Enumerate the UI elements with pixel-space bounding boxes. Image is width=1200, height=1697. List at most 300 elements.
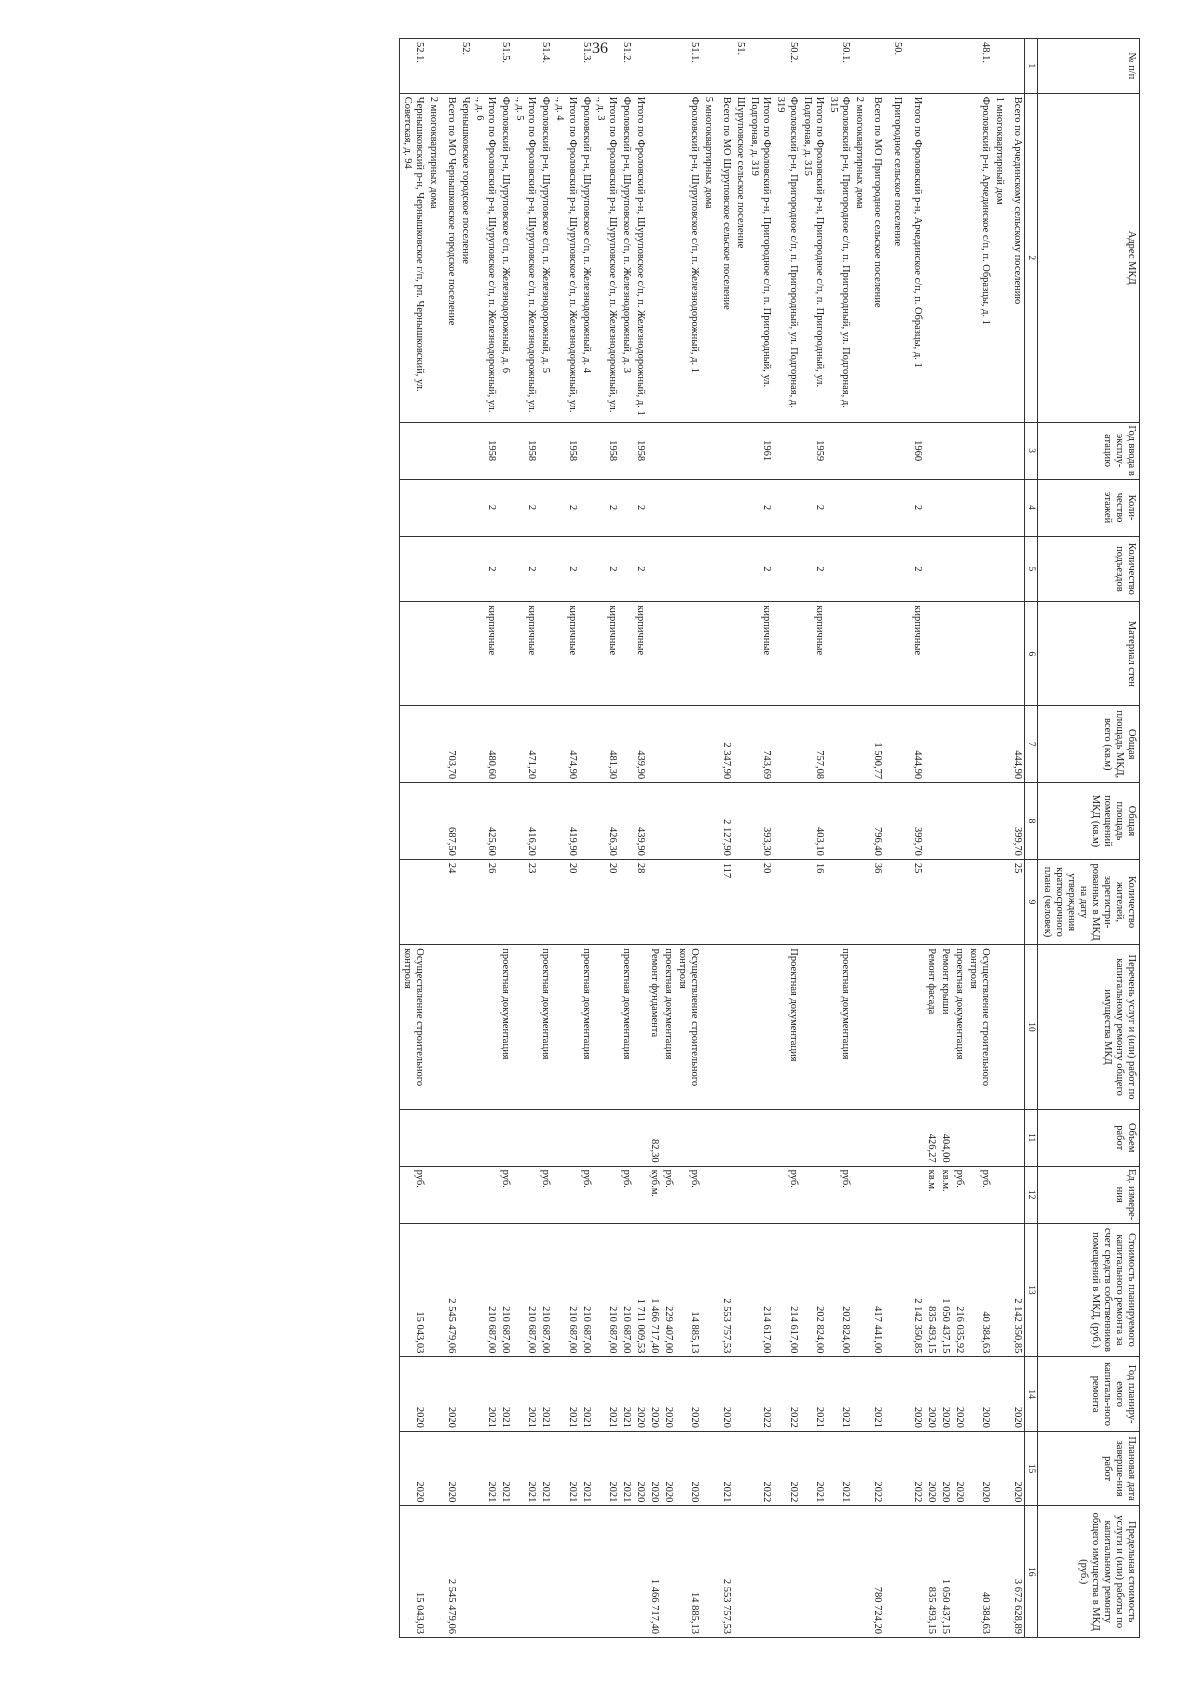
table-cell bbox=[675, 422, 701, 479]
table-cell: Чернышковский р-н, Чернышковское г/п, рп. Чернышковский, ул. Советская, д. 94 bbox=[399, 93, 426, 422]
table-cell bbox=[992, 422, 1010, 479]
table-cell bbox=[852, 1223, 870, 1357]
table-cell bbox=[992, 479, 1010, 536]
table-cell: 1958 bbox=[552, 422, 578, 479]
table-cell: 2021 bbox=[593, 1431, 619, 1506]
table-cell bbox=[938, 602, 952, 706]
table-cell bbox=[1010, 1166, 1025, 1223]
table-cell bbox=[538, 602, 552, 706]
table-cell bbox=[498, 783, 512, 860]
table-cell bbox=[890, 1109, 910, 1166]
table-cell: 2020 bbox=[633, 1431, 647, 1506]
table-cell bbox=[661, 602, 675, 706]
table-cell bbox=[675, 783, 701, 860]
table-cell bbox=[890, 602, 910, 706]
column-number: 7 bbox=[1025, 706, 1038, 783]
table-cell bbox=[675, 602, 701, 706]
table-cell: 2021 bbox=[579, 1431, 593, 1506]
table-cell: 1958 bbox=[472, 422, 498, 479]
table-cell bbox=[773, 479, 799, 536]
table-cell bbox=[593, 1109, 619, 1166]
table-cell bbox=[633, 1506, 647, 1638]
table-cell bbox=[579, 706, 593, 783]
table-cell: 5 многоквартирных дома bbox=[701, 93, 719, 422]
table-cell bbox=[444, 479, 458, 536]
table-cell bbox=[619, 783, 633, 860]
table-cell bbox=[733, 1166, 747, 1223]
table-cell bbox=[472, 39, 498, 94]
table-cell bbox=[512, 1506, 538, 1638]
table-cell: 2 bbox=[512, 479, 538, 536]
table-cell bbox=[992, 39, 1010, 94]
table-cell: 214 617,00 bbox=[773, 1223, 799, 1357]
table-cell: кирпичные bbox=[512, 602, 538, 706]
table-cell bbox=[458, 479, 472, 536]
table-cell bbox=[870, 39, 890, 94]
table-cell: 2021 bbox=[800, 1431, 826, 1506]
table-cell bbox=[661, 422, 675, 479]
table-cell: проектная документация bbox=[952, 945, 966, 1109]
table-cell bbox=[661, 859, 675, 944]
table-cell: 2020 bbox=[952, 1431, 966, 1506]
table-cell bbox=[952, 1109, 966, 1166]
table-cell: руб. bbox=[579, 1166, 593, 1223]
table-cell bbox=[444, 1109, 458, 1166]
table-cell bbox=[1010, 479, 1025, 536]
table-cell: 2 bbox=[472, 536, 498, 602]
table-cell bbox=[426, 1109, 444, 1166]
table-cell: куб.м. bbox=[647, 1166, 661, 1223]
table-cell: 419,90 bbox=[552, 783, 578, 860]
table-cell bbox=[719, 422, 733, 479]
table-cell: 2021 bbox=[593, 1357, 619, 1432]
column-header: Адрес МКД bbox=[1038, 93, 1140, 422]
table-cell: 2021 bbox=[498, 1431, 512, 1506]
table-cell bbox=[966, 422, 992, 479]
table-cell bbox=[661, 479, 675, 536]
table-cell bbox=[773, 602, 799, 706]
table-cell bbox=[910, 1109, 924, 1166]
table-cell: 2020 bbox=[924, 1431, 938, 1506]
table-cell: Фроловский р-н, Пригородное с/п, п. Пригородный, ул. Подгорная, д. 319 bbox=[773, 93, 799, 422]
table-cell: руб. bbox=[538, 1166, 552, 1223]
table-cell bbox=[538, 783, 552, 860]
table-cell: проектная документация bbox=[579, 945, 593, 1109]
column-header: Плановая дата заверше-ния работ bbox=[1038, 1431, 1140, 1506]
table-cell bbox=[458, 1357, 472, 1432]
table-cell: кирпичные bbox=[910, 602, 924, 706]
table-cell bbox=[701, 1431, 719, 1506]
table-cell bbox=[701, 1109, 719, 1166]
table-cell bbox=[444, 536, 458, 602]
table-cell bbox=[399, 706, 426, 783]
table-cell bbox=[444, 602, 458, 706]
column-header: Год планиру-емого капиталь-ного ремонта bbox=[1038, 1357, 1140, 1432]
table-cell bbox=[852, 1109, 870, 1166]
table-cell: 16 bbox=[800, 859, 826, 944]
table-cell: Осуществление строительного контроля bbox=[966, 945, 992, 1109]
table-cell bbox=[619, 1109, 633, 1166]
table-cell: руб. bbox=[675, 1166, 701, 1223]
table-cell bbox=[399, 479, 426, 536]
table-cell bbox=[444, 422, 458, 479]
table-cell bbox=[498, 536, 512, 602]
table-cell: 2 545 479,06 bbox=[444, 1223, 458, 1357]
table-cell bbox=[458, 1109, 472, 1166]
table-cell bbox=[399, 1109, 426, 1166]
table-cell: 2021 bbox=[538, 1431, 552, 1506]
table-cell bbox=[472, 1166, 498, 1223]
table-cell: 23 bbox=[512, 859, 538, 944]
table-row bbox=[952, 39, 966, 1638]
table-cell bbox=[1010, 1109, 1025, 1166]
table-cell: Чернышковское городское поселение bbox=[458, 93, 472, 422]
table-row bbox=[701, 39, 719, 1638]
column-header: Материал стен bbox=[1038, 602, 1140, 706]
table-row bbox=[472, 39, 498, 1638]
table-cell: 51.4. bbox=[538, 39, 552, 94]
table-cell bbox=[399, 859, 426, 944]
table-cell: Фроловский р-н, Шуруповское с/п, п. Железнодорожный, д. 5 bbox=[538, 93, 552, 422]
table-cell: 439,90 bbox=[633, 783, 647, 860]
table-cell bbox=[426, 536, 444, 602]
table-cell bbox=[733, 1109, 747, 1166]
table-cell bbox=[647, 602, 661, 706]
table-cell: 2020 bbox=[444, 1431, 458, 1506]
table-cell bbox=[458, 945, 472, 1109]
table-cell bbox=[538, 536, 552, 602]
table-row bbox=[593, 39, 619, 1638]
table-cell: Фроловский р-н, Арчединское с/п, п. Образцы, д. 1 bbox=[966, 93, 992, 422]
table-cell bbox=[747, 1506, 773, 1638]
table-cell bbox=[800, 1109, 826, 1166]
table-cell bbox=[426, 39, 444, 94]
table-cell: 2021 bbox=[498, 1357, 512, 1432]
table-cell bbox=[938, 859, 952, 944]
table-cell: 2020 bbox=[924, 1357, 938, 1432]
table-cell bbox=[458, 602, 472, 706]
table-cell: 2020 bbox=[675, 1431, 701, 1506]
table-cell bbox=[826, 422, 852, 479]
table-cell: 28 bbox=[633, 859, 647, 944]
table-cell: Итого по Фроловский р-н, Пригородное с/п, п. Пригородный, ул. Подгорная, д. 315 bbox=[800, 93, 826, 422]
table-cell: 2020 bbox=[661, 1431, 675, 1506]
table-cell bbox=[870, 1109, 890, 1166]
table-row bbox=[733, 39, 747, 1638]
table-cell: 471,20 bbox=[512, 706, 538, 783]
table-cell bbox=[538, 479, 552, 536]
table-cell: 40 384,63 bbox=[966, 1506, 992, 1638]
table-cell bbox=[661, 536, 675, 602]
table-row bbox=[444, 39, 458, 1638]
table-cell: 52.1. bbox=[399, 39, 426, 94]
table-cell bbox=[579, 536, 593, 602]
table-cell bbox=[647, 706, 661, 783]
table-cell bbox=[826, 783, 852, 860]
table-cell bbox=[647, 783, 661, 860]
table-cell: руб. bbox=[661, 1166, 675, 1223]
table-cell: 2 bbox=[593, 479, 619, 536]
table-cell: 2 347,90 bbox=[719, 706, 733, 783]
table-cell: 757,08 bbox=[800, 706, 826, 783]
table-cell bbox=[992, 536, 1010, 602]
table-row bbox=[399, 39, 426, 1638]
table-cell: 796,40 bbox=[870, 783, 890, 860]
table-cell: 2 bbox=[747, 536, 773, 602]
table-cell: 2021 bbox=[619, 1431, 633, 1506]
table-cell: 2022 bbox=[910, 1431, 924, 1506]
table-cell bbox=[512, 945, 538, 1109]
table-cell bbox=[952, 93, 966, 422]
table-cell bbox=[458, 859, 472, 944]
table-cell: 2 bbox=[910, 479, 924, 536]
table-row bbox=[458, 39, 472, 1638]
table-cell bbox=[552, 1166, 578, 1223]
table-cell: Всего по Арчединскому сельскому поселению bbox=[1010, 93, 1025, 422]
table-cell: 210 687,00 bbox=[619, 1223, 633, 1357]
table-cell bbox=[661, 1506, 675, 1638]
table-cell bbox=[870, 945, 890, 1109]
table-row bbox=[619, 39, 633, 1638]
table-cell bbox=[701, 1166, 719, 1223]
table-cell: руб. bbox=[399, 1166, 426, 1223]
table-cell: 2021 bbox=[512, 1431, 538, 1506]
table-cell bbox=[852, 783, 870, 860]
table-cell: 2022 bbox=[773, 1357, 799, 1432]
table-cell: 2020 bbox=[661, 1357, 675, 1432]
table-cell bbox=[426, 1431, 444, 1506]
table-cell bbox=[938, 93, 952, 422]
table-cell: 2022 bbox=[747, 1357, 773, 1432]
table-cell: руб. bbox=[773, 1166, 799, 1223]
table-row bbox=[1010, 39, 1025, 1638]
column-header: Год ввода в эксплу-атацию bbox=[1038, 422, 1140, 479]
table-cell bbox=[733, 536, 747, 602]
table-cell: 52. bbox=[458, 39, 472, 94]
table-cell bbox=[675, 859, 701, 944]
table-cell bbox=[852, 706, 870, 783]
table-cell: 2021 bbox=[826, 1357, 852, 1432]
table-cell: 48.1. bbox=[966, 39, 992, 94]
table-cell bbox=[719, 602, 733, 706]
table-cell: Фроловский р-н, Пригородное с/п, п. Пригородный, ул. Подгорная, д. 315 bbox=[826, 93, 852, 422]
table-cell: 1 466 717,40 bbox=[647, 1506, 661, 1638]
table-cell: 2020 bbox=[647, 1357, 661, 1432]
table-cell: 2 545 479,06 bbox=[444, 1506, 458, 1638]
table-cell bbox=[1010, 945, 1025, 1109]
table-cell bbox=[661, 93, 675, 422]
table-cell: 1 050 437,15 bbox=[938, 1223, 952, 1357]
table-cell bbox=[593, 1166, 619, 1223]
table-cell bbox=[579, 479, 593, 536]
table-cell: 2 bbox=[472, 479, 498, 536]
table-cell bbox=[852, 1506, 870, 1638]
table-cell bbox=[426, 479, 444, 536]
table-cell bbox=[800, 945, 826, 1109]
table-cell: Всего по МО Чернышковское городское поселение bbox=[444, 93, 458, 422]
table-cell: руб. bbox=[619, 1166, 633, 1223]
table-cell: 404,00 bbox=[938, 1109, 952, 1166]
table-cell bbox=[938, 479, 952, 536]
table-cell: 2020 bbox=[719, 1357, 733, 1432]
table-cell: 36 bbox=[870, 859, 890, 944]
table-cell: проектная документация bbox=[498, 945, 512, 1109]
table-cell bbox=[675, 479, 701, 536]
table-cell: 26 bbox=[472, 859, 498, 944]
table-cell: 1959 bbox=[800, 422, 826, 479]
table-row bbox=[498, 39, 512, 1638]
table-cell: 210 687,00 bbox=[472, 1223, 498, 1357]
table-cell bbox=[938, 39, 952, 94]
table-cell: 1961 bbox=[747, 422, 773, 479]
table-cell bbox=[852, 422, 870, 479]
table-cell bbox=[952, 783, 966, 860]
table-cell bbox=[399, 602, 426, 706]
table-cell: 2 многоквартирных дома bbox=[852, 93, 870, 422]
table-cell bbox=[399, 536, 426, 602]
table-cell bbox=[938, 536, 952, 602]
capital-repair-table bbox=[399, 38, 1140, 1638]
table-cell: 20 bbox=[593, 859, 619, 944]
table-cell: 2020 bbox=[444, 1357, 458, 1432]
table-cell bbox=[870, 536, 890, 602]
table-cell bbox=[890, 1166, 910, 1223]
table-cell: 425,60 bbox=[472, 783, 498, 860]
table-cell bbox=[619, 706, 633, 783]
table-cell bbox=[773, 1109, 799, 1166]
table-cell bbox=[444, 39, 458, 94]
table-row bbox=[800, 39, 826, 1638]
rotated-table-container bbox=[60, 38, 1140, 1638]
table-cell bbox=[890, 945, 910, 1109]
table-cell: 202 824,00 bbox=[800, 1223, 826, 1357]
table-cell: 2 142 350,85 bbox=[1010, 1223, 1025, 1357]
table-cell bbox=[701, 602, 719, 706]
table-cell bbox=[826, 706, 852, 783]
table-cell bbox=[992, 706, 1010, 783]
table-row bbox=[538, 39, 552, 1638]
table-cell bbox=[938, 783, 952, 860]
table-cell: Всего по МО Пригородное сельское поселение bbox=[870, 93, 890, 422]
table-cell bbox=[498, 479, 512, 536]
table-cell: 2021 bbox=[800, 1357, 826, 1432]
table-cell bbox=[579, 602, 593, 706]
table-row bbox=[924, 39, 938, 1638]
column-header: Общая площадь помещений МКД (кв.м) bbox=[1038, 783, 1140, 860]
table-cell bbox=[552, 1506, 578, 1638]
column-number: 3 bbox=[1025, 422, 1038, 479]
table-cell bbox=[633, 1166, 647, 1223]
table-cell bbox=[733, 706, 747, 783]
table-cell bbox=[426, 422, 444, 479]
table-cell: 2021 bbox=[472, 1357, 498, 1432]
table-cell bbox=[966, 706, 992, 783]
table-cell: 15 043,03 bbox=[399, 1506, 426, 1638]
table-cell bbox=[773, 783, 799, 860]
table-cell bbox=[733, 945, 747, 1109]
table-row bbox=[647, 39, 661, 1638]
table-row bbox=[890, 39, 910, 1638]
table-cell bbox=[870, 1166, 890, 1223]
table-row bbox=[719, 39, 733, 1638]
table-cell bbox=[579, 783, 593, 860]
table-cell: руб. bbox=[826, 1166, 852, 1223]
table-cell bbox=[619, 602, 633, 706]
table-cell bbox=[579, 1109, 593, 1166]
column-number: 5 bbox=[1025, 536, 1038, 602]
table-cell bbox=[633, 945, 647, 1109]
table-row bbox=[938, 39, 952, 1638]
table-cell: кирпичные bbox=[747, 602, 773, 706]
table-cell: Осуществление строительного контроля bbox=[675, 945, 701, 1109]
table-cell bbox=[472, 1506, 498, 1638]
table-cell bbox=[579, 422, 593, 479]
table-cell: 2022 bbox=[747, 1431, 773, 1506]
table-cell bbox=[719, 39, 733, 94]
table-cell bbox=[733, 1506, 747, 1638]
column-header: Общая площадь МКД, всего (кв.м) bbox=[1038, 706, 1140, 783]
table-cell: 2021 bbox=[552, 1431, 578, 1506]
table-cell bbox=[852, 536, 870, 602]
table-cell bbox=[852, 602, 870, 706]
table-cell bbox=[966, 859, 992, 944]
table-cell: Осуществление строительного контроля bbox=[399, 945, 426, 1109]
column-number: 8 bbox=[1025, 783, 1038, 860]
table-row bbox=[773, 39, 799, 1638]
table-cell: Ремонт фасада bbox=[924, 945, 938, 1109]
table-cell bbox=[647, 479, 661, 536]
table-cell: Фроловский р-н, Шуруповское с/п, п. Железнодорожный, д. 6 bbox=[498, 93, 512, 422]
table-cell: 40 384,63 bbox=[966, 1223, 992, 1357]
column-number: 10 bbox=[1025, 945, 1038, 1109]
table-cell bbox=[966, 602, 992, 706]
table-cell bbox=[426, 1357, 444, 1432]
table-cell bbox=[399, 783, 426, 860]
table-cell bbox=[593, 945, 619, 1109]
table-cell bbox=[538, 1109, 552, 1166]
table-cell bbox=[538, 1506, 552, 1638]
table-cell bbox=[773, 706, 799, 783]
table-cell: 399,70 bbox=[1010, 783, 1025, 860]
table-cell bbox=[719, 479, 733, 536]
table-cell bbox=[910, 39, 924, 94]
table-cell: 2 bbox=[800, 536, 826, 602]
table-cell: 743,69 bbox=[747, 706, 773, 783]
table-cell bbox=[852, 39, 870, 94]
table-cell: 2022 bbox=[870, 1431, 890, 1506]
table-cell bbox=[890, 1431, 910, 1506]
table-cell: 210 687,00 bbox=[498, 1223, 512, 1357]
table-cell: 439,90 bbox=[633, 706, 647, 783]
column-number: 15 bbox=[1025, 1431, 1038, 1506]
table-cell bbox=[870, 479, 890, 536]
table-cell bbox=[472, 945, 498, 1109]
table-cell bbox=[701, 39, 719, 94]
table-cell: 2 142 350,85 bbox=[910, 1223, 924, 1357]
table-cell bbox=[890, 1357, 910, 1432]
table-cell bbox=[619, 422, 633, 479]
table-cell: проектная документация bbox=[619, 945, 633, 1109]
table-cell bbox=[852, 945, 870, 1109]
column-number: 1 bbox=[1025, 39, 1038, 94]
table-cell: руб. bbox=[952, 1166, 966, 1223]
table-cell: Фроловский р-н, Шуруповское с/п, п. Железнодорожный, д. 3 bbox=[619, 93, 633, 422]
table-cell: 1 многоквартирный дом bbox=[992, 93, 1010, 422]
table-cell: кв.м. bbox=[938, 1166, 952, 1223]
table-cell bbox=[719, 536, 733, 602]
table-cell: 20 bbox=[747, 859, 773, 944]
table-cell bbox=[992, 859, 1010, 944]
